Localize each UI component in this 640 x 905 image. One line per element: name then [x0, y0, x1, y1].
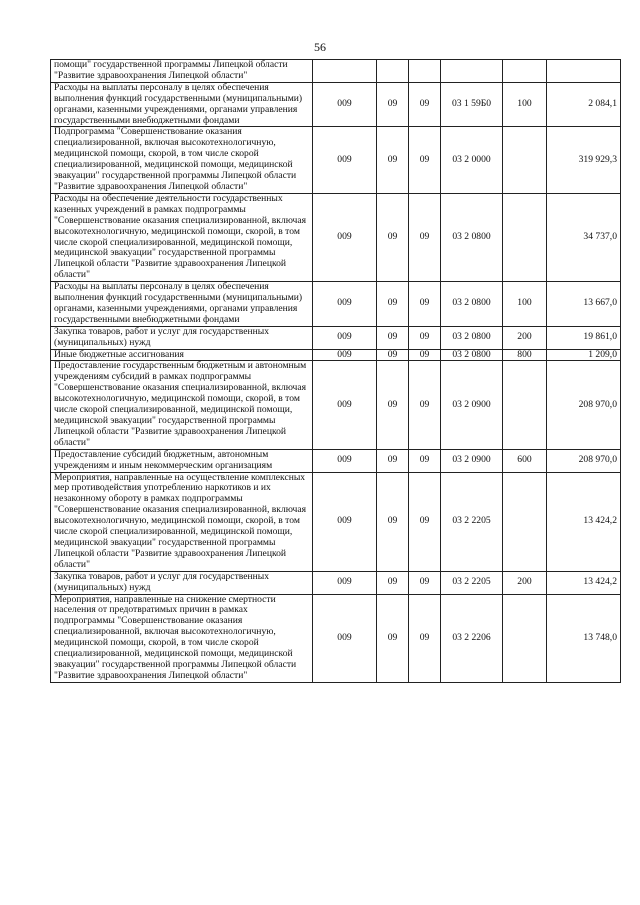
section-code: 09 [377, 571, 409, 594]
table-row [51, 449, 621, 472]
subsection-code: 09 [409, 127, 441, 193]
ministry-code: 009 [313, 571, 377, 594]
subsection-code: 09 [409, 193, 441, 281]
target-article-code: 03 2 2205 [441, 571, 503, 594]
subsection-code: 09 [409, 594, 441, 682]
row-description: Мероприятия, направленные на снижение смертности населения от предотвратимых причин в рамках подпрограммы "Совершенствование оказания специализированной, включая высокотехнологичную, медицинской помощи, скорой, в том числе скорой специализированной, медицинской помощи, медицинской эвакуации" государственной программы Липецкой области "Развитие здравоохранения Липецкой области" [51, 594, 313, 682]
target-article-code: 03 1 59Б0 [441, 82, 503, 127]
row-description: Закупка товаров, работ и услуг для государственных (муниципальных) нужд [51, 326, 313, 349]
subsection-code: 09 [409, 282, 441, 327]
table-row [51, 472, 621, 571]
ministry-code: 009 [313, 326, 377, 349]
amount: 208 970,0 [547, 449, 621, 472]
target-article-code: 03 2 0800 [441, 326, 503, 349]
expense-type-code [503, 472, 547, 571]
row-description: Расходы на обеспечение деятельности государственных казенных учреждений в рамках подпрограммы "Совершенствование оказания специализированной, включая высокотехнологичную, медицинской помощи, скорой, в том числе скорой специализированной, медицинской помощи, медицинской эвакуации" государственной программы Липецкой области "Развитие здравоохранения Липецкой области" [51, 193, 313, 281]
subsection-code: 09 [409, 326, 441, 349]
expense-type-code [503, 361, 547, 449]
section-code: 09 [377, 282, 409, 327]
row-description: Закупка товаров, работ и услуг для государственных (муниципальных) нужд [51, 571, 313, 594]
expense-type-code: 200 [503, 571, 547, 594]
target-article-code: 03 2 2206 [441, 594, 503, 682]
expense-type-code: 100 [503, 82, 547, 127]
target-article-code: 03 2 0900 [441, 361, 503, 449]
page-number: 56 [314, 40, 326, 54]
expense-type-code [503, 594, 547, 682]
ministry-code: 009 [313, 594, 377, 682]
subsection-code: 09 [409, 571, 441, 594]
amount: 208 970,0 [547, 361, 621, 449]
subsection-code: 09 [409, 349, 441, 361]
amount [547, 60, 621, 83]
target-article-code: 03 2 0800 [441, 193, 503, 281]
subsection-code: 09 [409, 361, 441, 449]
expense-type-code: 600 [503, 449, 547, 472]
ministry-code: 009 [313, 82, 377, 127]
subsection-code: 09 [409, 82, 441, 127]
table-row [51, 326, 621, 349]
row-description: Предоставление государственным бюджетным и автономным учреждениям субсидий в рамках подпрограммы "Совершенствование оказания специализированной, включая высокотехнологичную, медицинской помощи, скорой, в том числе скорой специализированной, медицинской помощи, медицинской эвакуации" государственной программы Липецкой области "Развитие здравоохранения Липецкой области" [51, 361, 313, 449]
ministry-code: 009 [313, 449, 377, 472]
section-code: 09 [377, 349, 409, 361]
expense-type-code [503, 127, 547, 193]
row-description: Расходы на выплаты персоналу в целях обеспечения выполнения функций государственными (муниципальными) органами, казенными учреждениями, органами управления государственными внебюджетными фондами [51, 282, 313, 327]
row-description: Подпрограмма "Совершенствование оказания специализированной, включая высокотехнологичную, медицинской помощи, скорой, в том числе скорой специализированной, медицинской помощи, медицинской эвакуации" государственной программы Липецкой области "Развитие здравоохранения Липецкой области" [51, 127, 313, 193]
ministry-code: 009 [313, 472, 377, 571]
table-row [51, 127, 621, 193]
expense-type-code: 800 [503, 349, 547, 361]
amount: 19 861,0 [547, 326, 621, 349]
target-article-code [441, 60, 503, 83]
amount: 2 084,1 [547, 82, 621, 127]
ministry-code: 009 [313, 193, 377, 281]
subsection-code: 09 [409, 472, 441, 571]
amount: 34 737,0 [547, 193, 621, 281]
ministry-code: 009 [313, 361, 377, 449]
expense-type-code: 200 [503, 326, 547, 349]
table-row [51, 193, 621, 281]
amount: 13 667,0 [547, 282, 621, 327]
amount: 1 209,0 [547, 349, 621, 361]
amount: 13 748,0 [547, 594, 621, 682]
section-code: 09 [377, 193, 409, 281]
expense-type-code: 100 [503, 282, 547, 327]
table-row [51, 349, 621, 361]
row-description: Иные бюджетные ассигнования [51, 349, 313, 361]
row-description: Предоставление субсидий бюджетным, автономным учреждениям и иным некоммерческим организациям [51, 449, 313, 472]
ministry-code: 009 [313, 127, 377, 193]
target-article-code: 03 2 2205 [441, 472, 503, 571]
subsection-code [409, 60, 441, 83]
row-description: помощи" государственной программы Липецкой области "Развитие здравоохранения Липецкой области" [51, 60, 313, 83]
expense-type-code [503, 60, 547, 83]
table-row [51, 282, 621, 327]
amount: 13 424,2 [547, 571, 621, 594]
row-description: Мероприятия, направленные на осуществление комплексных мер противодействия употреблению наркотиков и их незаконному обороту в рамках подпрограммы "Совершенствование оказания специализированной, включая высокотехнологичную, медицинской помощи, скорой, в том числе скорой специализированной, медицинской помощи, медицинской эвакуации" государственной программы Липецкой области "Развитие здравоохранения Липецкой области" [51, 472, 313, 571]
amount: 13 424,2 [547, 472, 621, 571]
expense-type-code [503, 193, 547, 281]
amount: 319 929,3 [547, 127, 621, 193]
table-row [51, 82, 621, 127]
section-code: 09 [377, 326, 409, 349]
section-code: 09 [377, 449, 409, 472]
section-code: 09 [377, 82, 409, 127]
table-row [51, 594, 621, 682]
table-row [51, 571, 621, 594]
section-code: 09 [377, 361, 409, 449]
section-code [377, 60, 409, 83]
table-row [51, 361, 621, 449]
ministry-code: 009 [313, 349, 377, 361]
section-code: 09 [377, 594, 409, 682]
table-row [51, 60, 621, 83]
ministry-code [313, 60, 377, 83]
ministry-code: 009 [313, 282, 377, 327]
target-article-code: 03 2 0800 [441, 349, 503, 361]
section-code: 09 [377, 127, 409, 193]
target-article-code: 03 2 0800 [441, 282, 503, 327]
row-description: Расходы на выплаты персоналу в целях обеспечения выполнения функций государственными (муниципальными) органами, казенными учреждениями, органами управления государственными внебюджетными фондами [51, 82, 313, 127]
subsection-code: 09 [409, 449, 441, 472]
target-article-code: 03 2 0000 [441, 127, 503, 193]
target-article-code: 03 2 0900 [441, 449, 503, 472]
section-code: 09 [377, 472, 409, 571]
budget-table [50, 59, 621, 683]
